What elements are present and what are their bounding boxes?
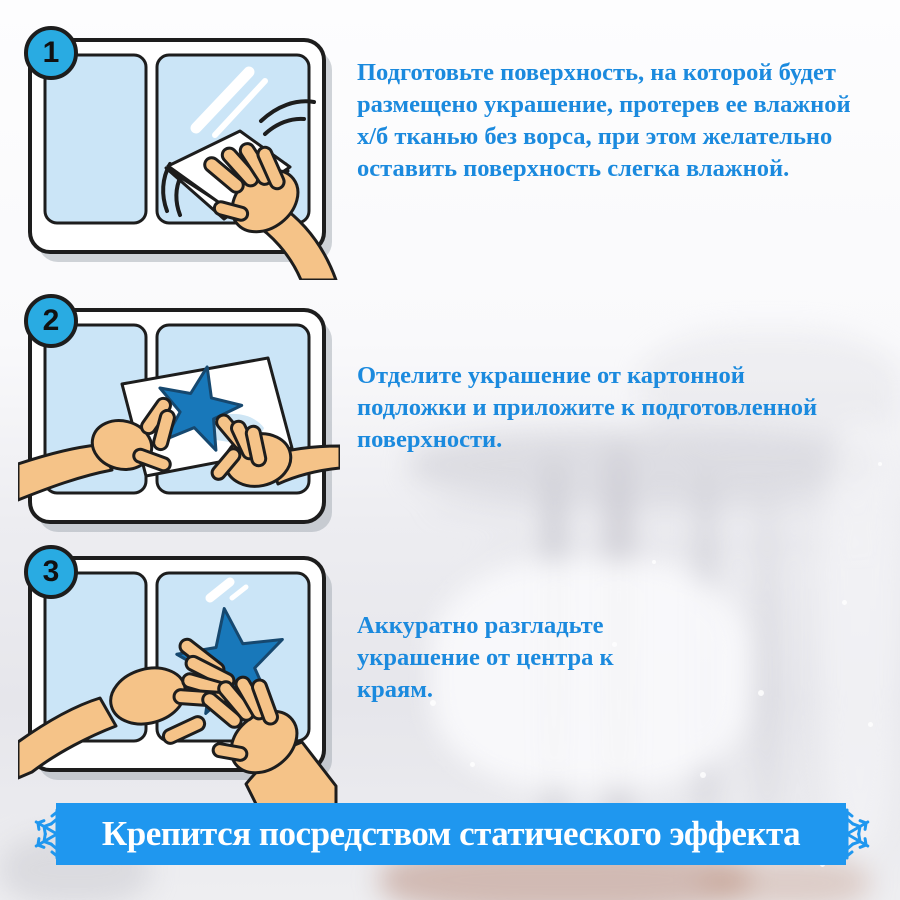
step-1-number: 1 [42,36,60,69]
step-1-text: Подготовьте поверхность, на которой будет размещено украшение, протерев ее влажной х/б тканью без ворса, при этом желательно оставить поверхность слегка влажной. [357,59,851,183]
step-3-number: 3 [42,555,60,588]
step-3-badge [24,545,78,599]
step-2-badge [24,294,78,348]
banner [56,803,846,865]
step-3-text: Аккуратно разгладьте украшение от центра к краям. [357,612,614,704]
step-2-text: Отделите украшение от картонной подложки и приложите к подготовленной поверхности. [357,362,818,454]
banner-label: Крепится посредством статического эффекта [101,814,801,853]
step-1-badge [24,26,78,80]
step-2-number: 2 [42,304,60,337]
